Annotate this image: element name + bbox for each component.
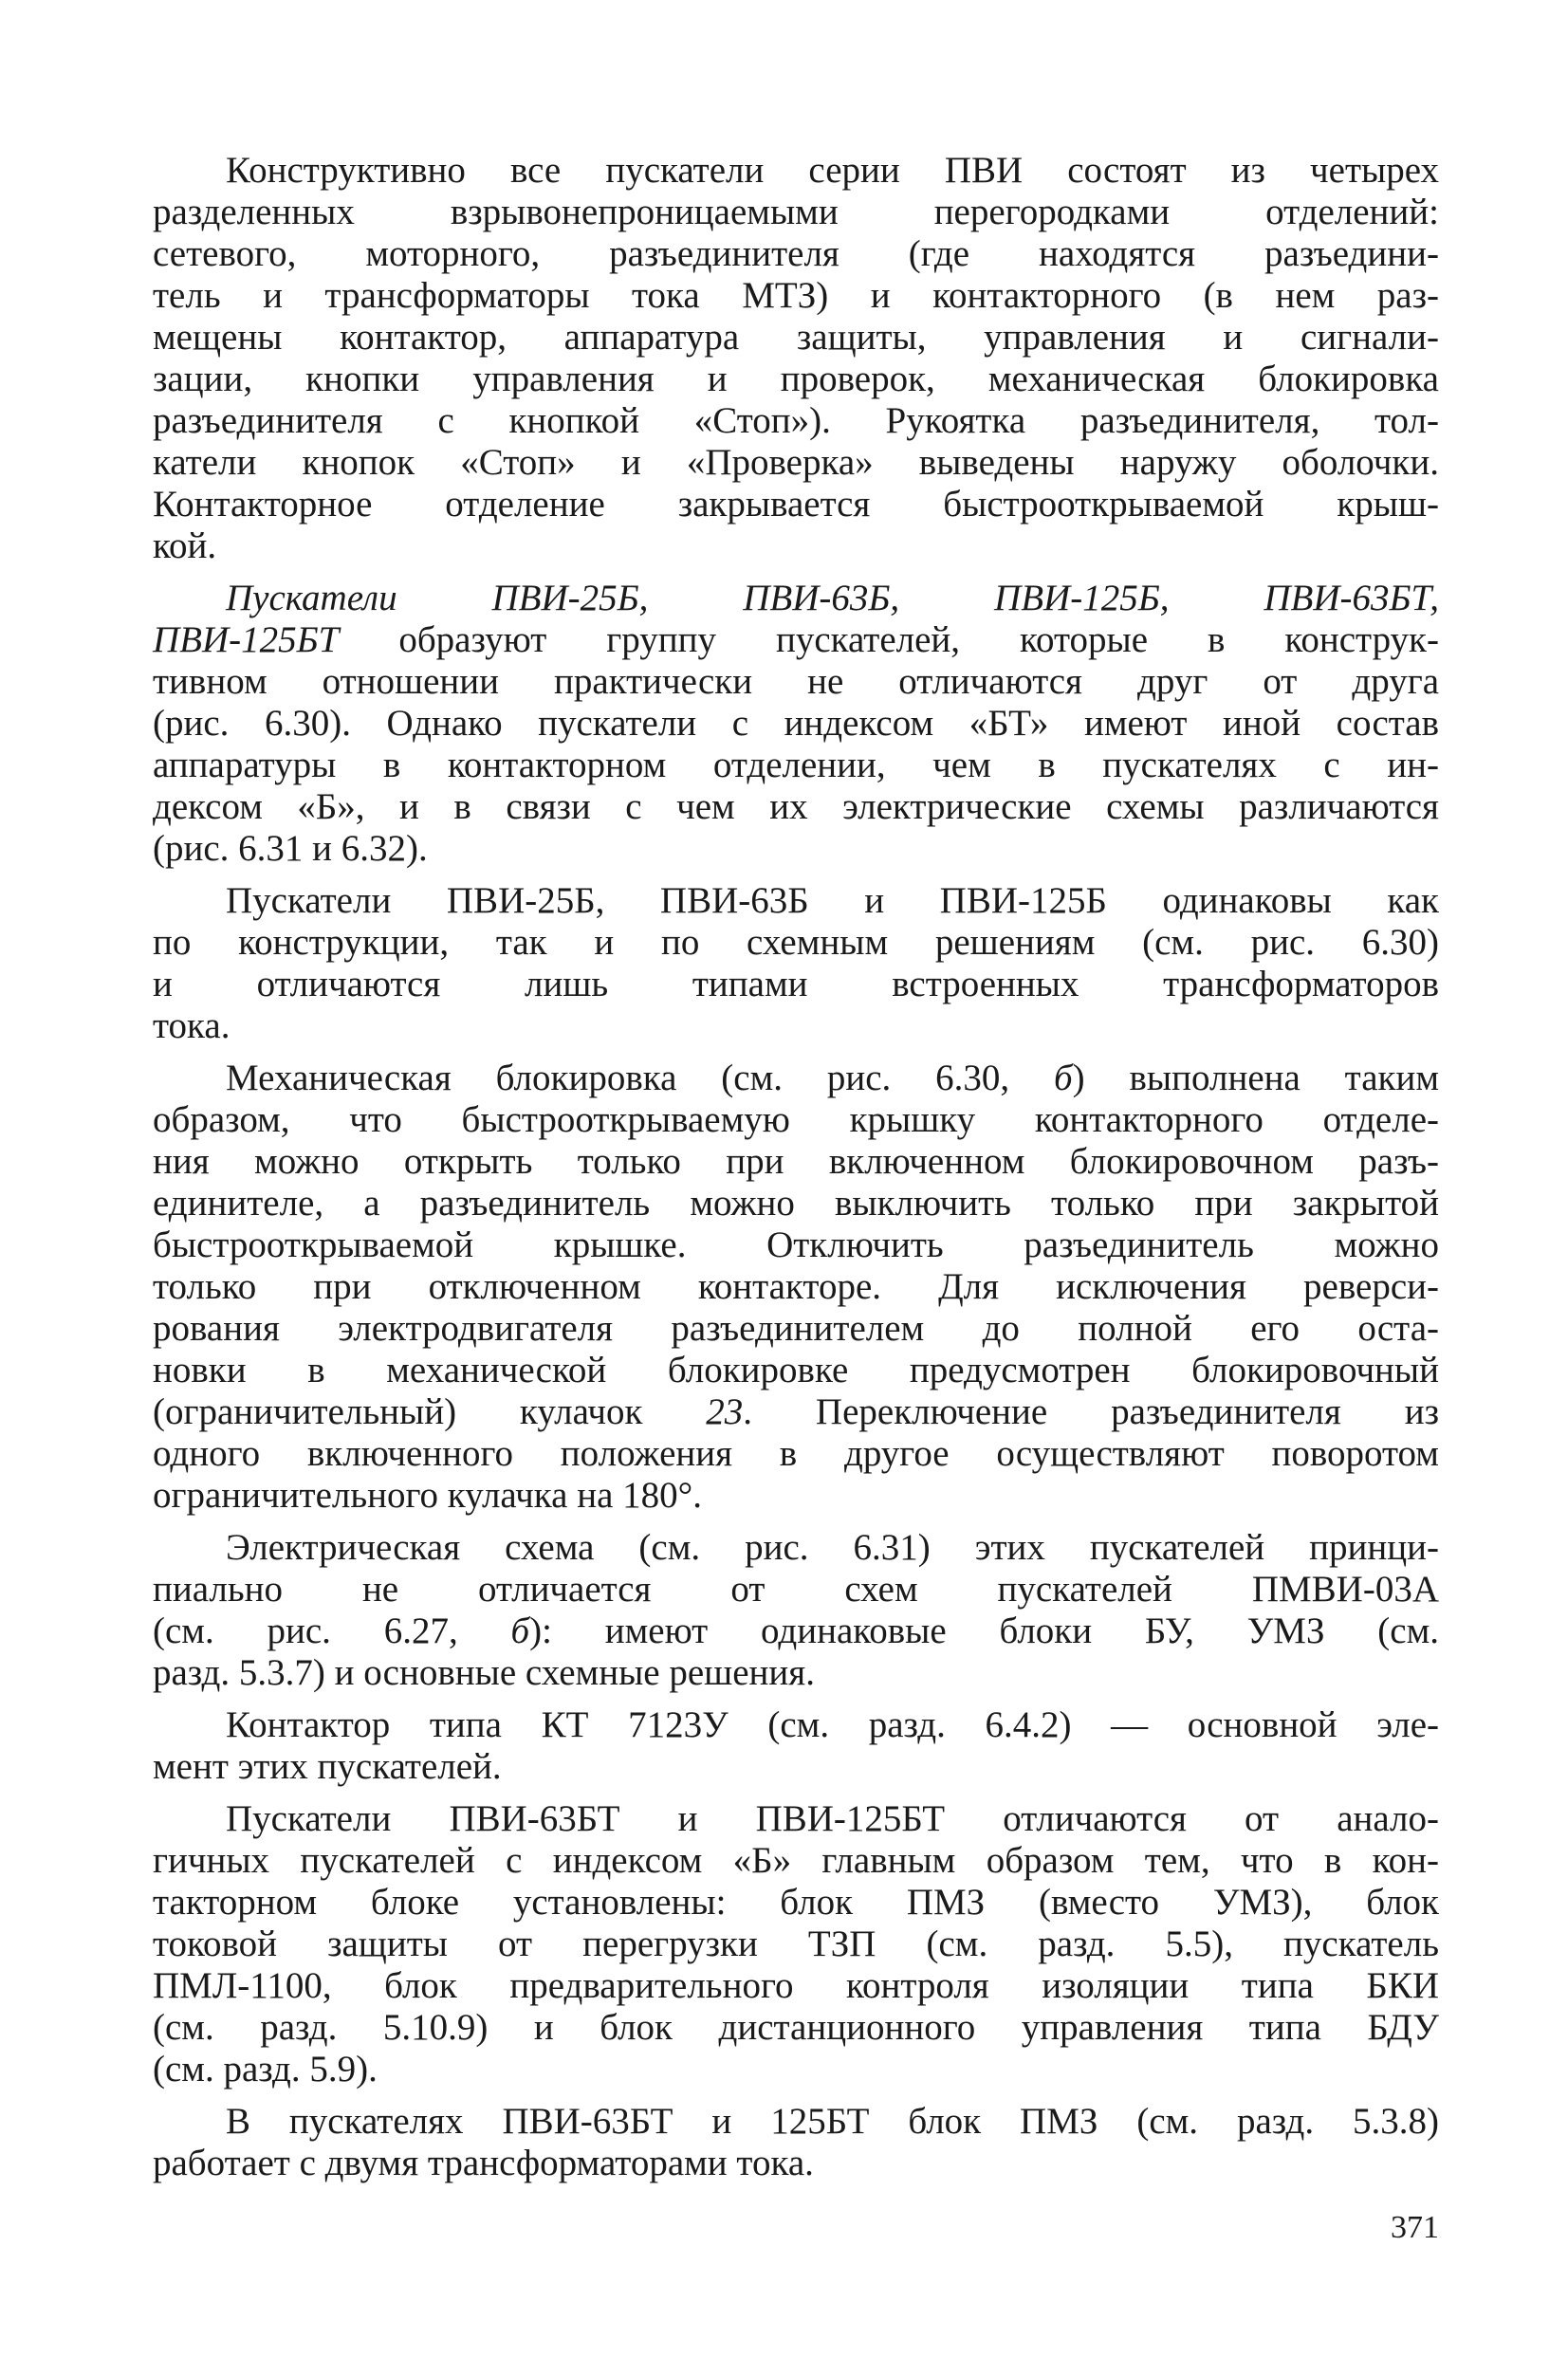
text-line xyxy=(153,400,1439,442)
paragraph xyxy=(153,1798,1439,2090)
text-segment: единителе, а разъединитель можно выключить только при закрытой xyxy=(153,1183,1439,1224)
italic-text-segment: б xyxy=(510,1611,530,1651)
text-line xyxy=(153,1350,1439,1391)
text-segment: пиально не отличается от схем пускателей ПМВИ-03А xyxy=(153,1569,1439,1610)
text-segment: образом, что быстрооткрываемую крышку контакторного отделе- xyxy=(153,1099,1439,1140)
text-segment: Конструктивно все пускатели серии ПВИ состоят из четырех xyxy=(226,150,1439,191)
text-segment: по конструкции, так и по схемным решениям (см. рис. 6.30) xyxy=(153,922,1439,963)
text-line xyxy=(153,2049,1439,2090)
text-segment: (см. разд. 5.9). xyxy=(153,2049,378,2090)
text-line xyxy=(153,1569,1439,1611)
text-line xyxy=(153,233,1439,275)
text-line xyxy=(153,745,1439,786)
italic-text-segment: б xyxy=(1054,1058,1073,1098)
text-line xyxy=(153,2101,1439,2143)
text-segment: Контактор типа КТ 7123У (см. разд. 6.4.2) — основной эле- xyxy=(226,1704,1439,1745)
text-segment: токовой защиты от перегрузки ТЗП (см. разд. 5.5), пускатель xyxy=(153,1924,1439,1964)
text-segment: мент этих пускателей. xyxy=(153,1746,502,1787)
text-segment: и отличаются лишь типами встроенных трансформаторов xyxy=(153,964,1439,1004)
text-line xyxy=(153,1746,1439,1788)
text-segment: дексом «Б», и в связи с чем их электрические схемы различаются xyxy=(153,786,1439,827)
text-line xyxy=(153,1798,1439,1840)
text-line xyxy=(153,1527,1439,1569)
text-segment: (рис. 6.30). Однако пускатели с индексом «БТ» имеют иной состав xyxy=(153,703,1439,744)
text-segment: образуют группу пускателей, которые в конструк- xyxy=(339,619,1439,660)
text-line xyxy=(153,525,1439,567)
text-segment: новки в механической блокировке предусмотрен блокировочный xyxy=(153,1350,1439,1390)
text-segment: тока. xyxy=(153,1005,231,1046)
text-line xyxy=(153,1882,1439,1924)
text-line xyxy=(153,1840,1439,1882)
paragraph xyxy=(153,1704,1439,1788)
text-line xyxy=(153,1183,1439,1224)
paragraph xyxy=(153,578,1439,870)
text-segment: рования электродвигателя разъединителем до полной его оста- xyxy=(153,1308,1439,1349)
text-segment: тивном отношении практически не отличаются друг от друга xyxy=(153,661,1439,702)
text-segment: аппаратуры в контакторном отделении, чем в пускателях с ин- xyxy=(153,745,1439,785)
paragraph xyxy=(153,150,1439,567)
text-line xyxy=(153,619,1439,661)
text-segment: сетевого, моторного, разъединителя (где находятся разъедини- xyxy=(153,233,1439,274)
text-segment: зации, кнопки управления и проверок, механическая блокировка xyxy=(153,359,1439,399)
paragraph xyxy=(153,2101,1439,2184)
text-segment: гичных пускателей с индексом «Б» главным образом тем, что в кон- xyxy=(153,1840,1439,1881)
text-line xyxy=(153,192,1439,233)
text-segment: разъединителя с кнопкой «Стоп»). Рукоятка разъединителя, тол- xyxy=(153,400,1439,441)
text-segment: ): имеют одинаковые блоки БУ, УМЗ (см. xyxy=(529,1611,1439,1651)
text-line xyxy=(153,880,1439,922)
text-line xyxy=(153,484,1439,525)
text-segment: ПМЛ-1100, блок предварительного контроля изоляции типа БКИ xyxy=(153,1965,1439,2006)
page-number: 371 xyxy=(1391,2210,1439,2245)
text-line xyxy=(153,703,1439,745)
text-line xyxy=(153,661,1439,703)
text-segment: ограничительного кулачка на 180°. xyxy=(153,1475,702,1516)
text-line xyxy=(153,150,1439,192)
paragraph xyxy=(153,1527,1439,1694)
text-segment: тель и трансформаторы тока МТЗ) и контакторного (в нем раз- xyxy=(153,275,1439,316)
text-line xyxy=(153,1141,1439,1183)
text-line xyxy=(153,1099,1439,1141)
text-segment: быстрооткрываемой крышке. Отключить разъединитель можно xyxy=(153,1224,1439,1265)
text-segment: работает с двумя трансформаторами тока. xyxy=(153,2143,814,2183)
text-segment: (ограничительный) кулачок xyxy=(153,1391,707,1432)
text-line xyxy=(153,1224,1439,1266)
text-line xyxy=(153,1391,1439,1433)
italic-text-segment: 23 xyxy=(706,1391,744,1432)
text-line xyxy=(153,317,1439,359)
text-segment: только при отключенном контакторе. Для исключения реверси- xyxy=(153,1266,1439,1307)
text-line xyxy=(153,1475,1439,1517)
text-segment: В пускателях ПВИ-63БТ и 125БТ блок ПМЗ (см. разд. 5.3.8) xyxy=(226,2101,1439,2142)
text-segment: . Переключение разъединителя из xyxy=(743,1391,1439,1432)
text-segment: катели кнопок «Стоп» и «Проверка» выведены наружу оболочки. xyxy=(153,442,1439,483)
text-segment: (см. рис. 6.27, xyxy=(153,1611,511,1651)
text-segment: ) выполнена таким xyxy=(1072,1058,1439,1098)
text-segment: разд. 5.3.7) и основные схемные решения. xyxy=(153,1652,815,1693)
text-line xyxy=(153,1308,1439,1350)
text-line xyxy=(153,1704,1439,1746)
text-line xyxy=(153,275,1439,317)
text-segment: такторном блоке установлены: блок ПМЗ (вместо УМЗ), блок xyxy=(153,1882,1439,1923)
text-segment: мещены контактор, аппаратура защиты, управления и сигнали- xyxy=(153,317,1439,358)
text-line xyxy=(153,578,1439,619)
text-segment: разделенных взрывонепроницаемыми перегородками отделений: xyxy=(153,192,1439,232)
text-line xyxy=(153,1611,1439,1652)
text-line xyxy=(153,1433,1439,1475)
text-line xyxy=(153,442,1439,484)
italic-text-segment: ПВИ-125БТ xyxy=(153,619,340,660)
paragraph xyxy=(153,1058,1439,1517)
text-line xyxy=(153,1058,1439,1099)
text-line xyxy=(153,2143,1439,2184)
text-line xyxy=(153,786,1439,828)
text-segment: Контакторное отделение закрывается быстрооткрываемой крыш- xyxy=(153,484,1439,525)
italic-text-segment: Пускатели ПВИ-25Б, ПВИ-63Б, ПВИ-125Б, ПВИ-63БТ, xyxy=(226,578,1439,618)
text-segment: ния можно открыть только при включенном блокировочном разъ- xyxy=(153,1141,1439,1182)
text-segment: кой. xyxy=(153,525,217,566)
text-segment: одного включенного положения в другое осуществляют поворотом xyxy=(153,1433,1439,1474)
text-line xyxy=(153,1266,1439,1308)
text-line xyxy=(153,964,1439,1005)
text-segment: Пускатели ПВИ-63БТ и ПВИ-125БТ отличаются от анало- xyxy=(226,1798,1439,1839)
text-segment: (см. разд. 5.10.9) и блок дистанционного управления типа БДУ xyxy=(153,2007,1439,2048)
text-line xyxy=(153,828,1439,870)
text-line xyxy=(153,922,1439,964)
text-segment: Пускатели ПВИ-25Б, ПВИ-63Б и ПВИ-125Б одинаковы как xyxy=(226,880,1439,921)
text-line xyxy=(153,2007,1439,2049)
text-segment: Электрическая схема (см. рис. 6.31) этих пускателей принци- xyxy=(226,1527,1439,1568)
text-segment: (рис. 6.31 и 6.32). xyxy=(153,828,428,869)
paragraph xyxy=(153,880,1439,1047)
text-line xyxy=(153,1652,1439,1694)
text-line xyxy=(153,1965,1439,2007)
text-line xyxy=(153,1924,1439,1965)
body-text xyxy=(153,150,1439,2195)
text-line xyxy=(153,359,1439,400)
text-segment: Механическая блокировка (см. рис. 6.30, xyxy=(226,1058,1055,1098)
text-line xyxy=(153,1005,1439,1047)
